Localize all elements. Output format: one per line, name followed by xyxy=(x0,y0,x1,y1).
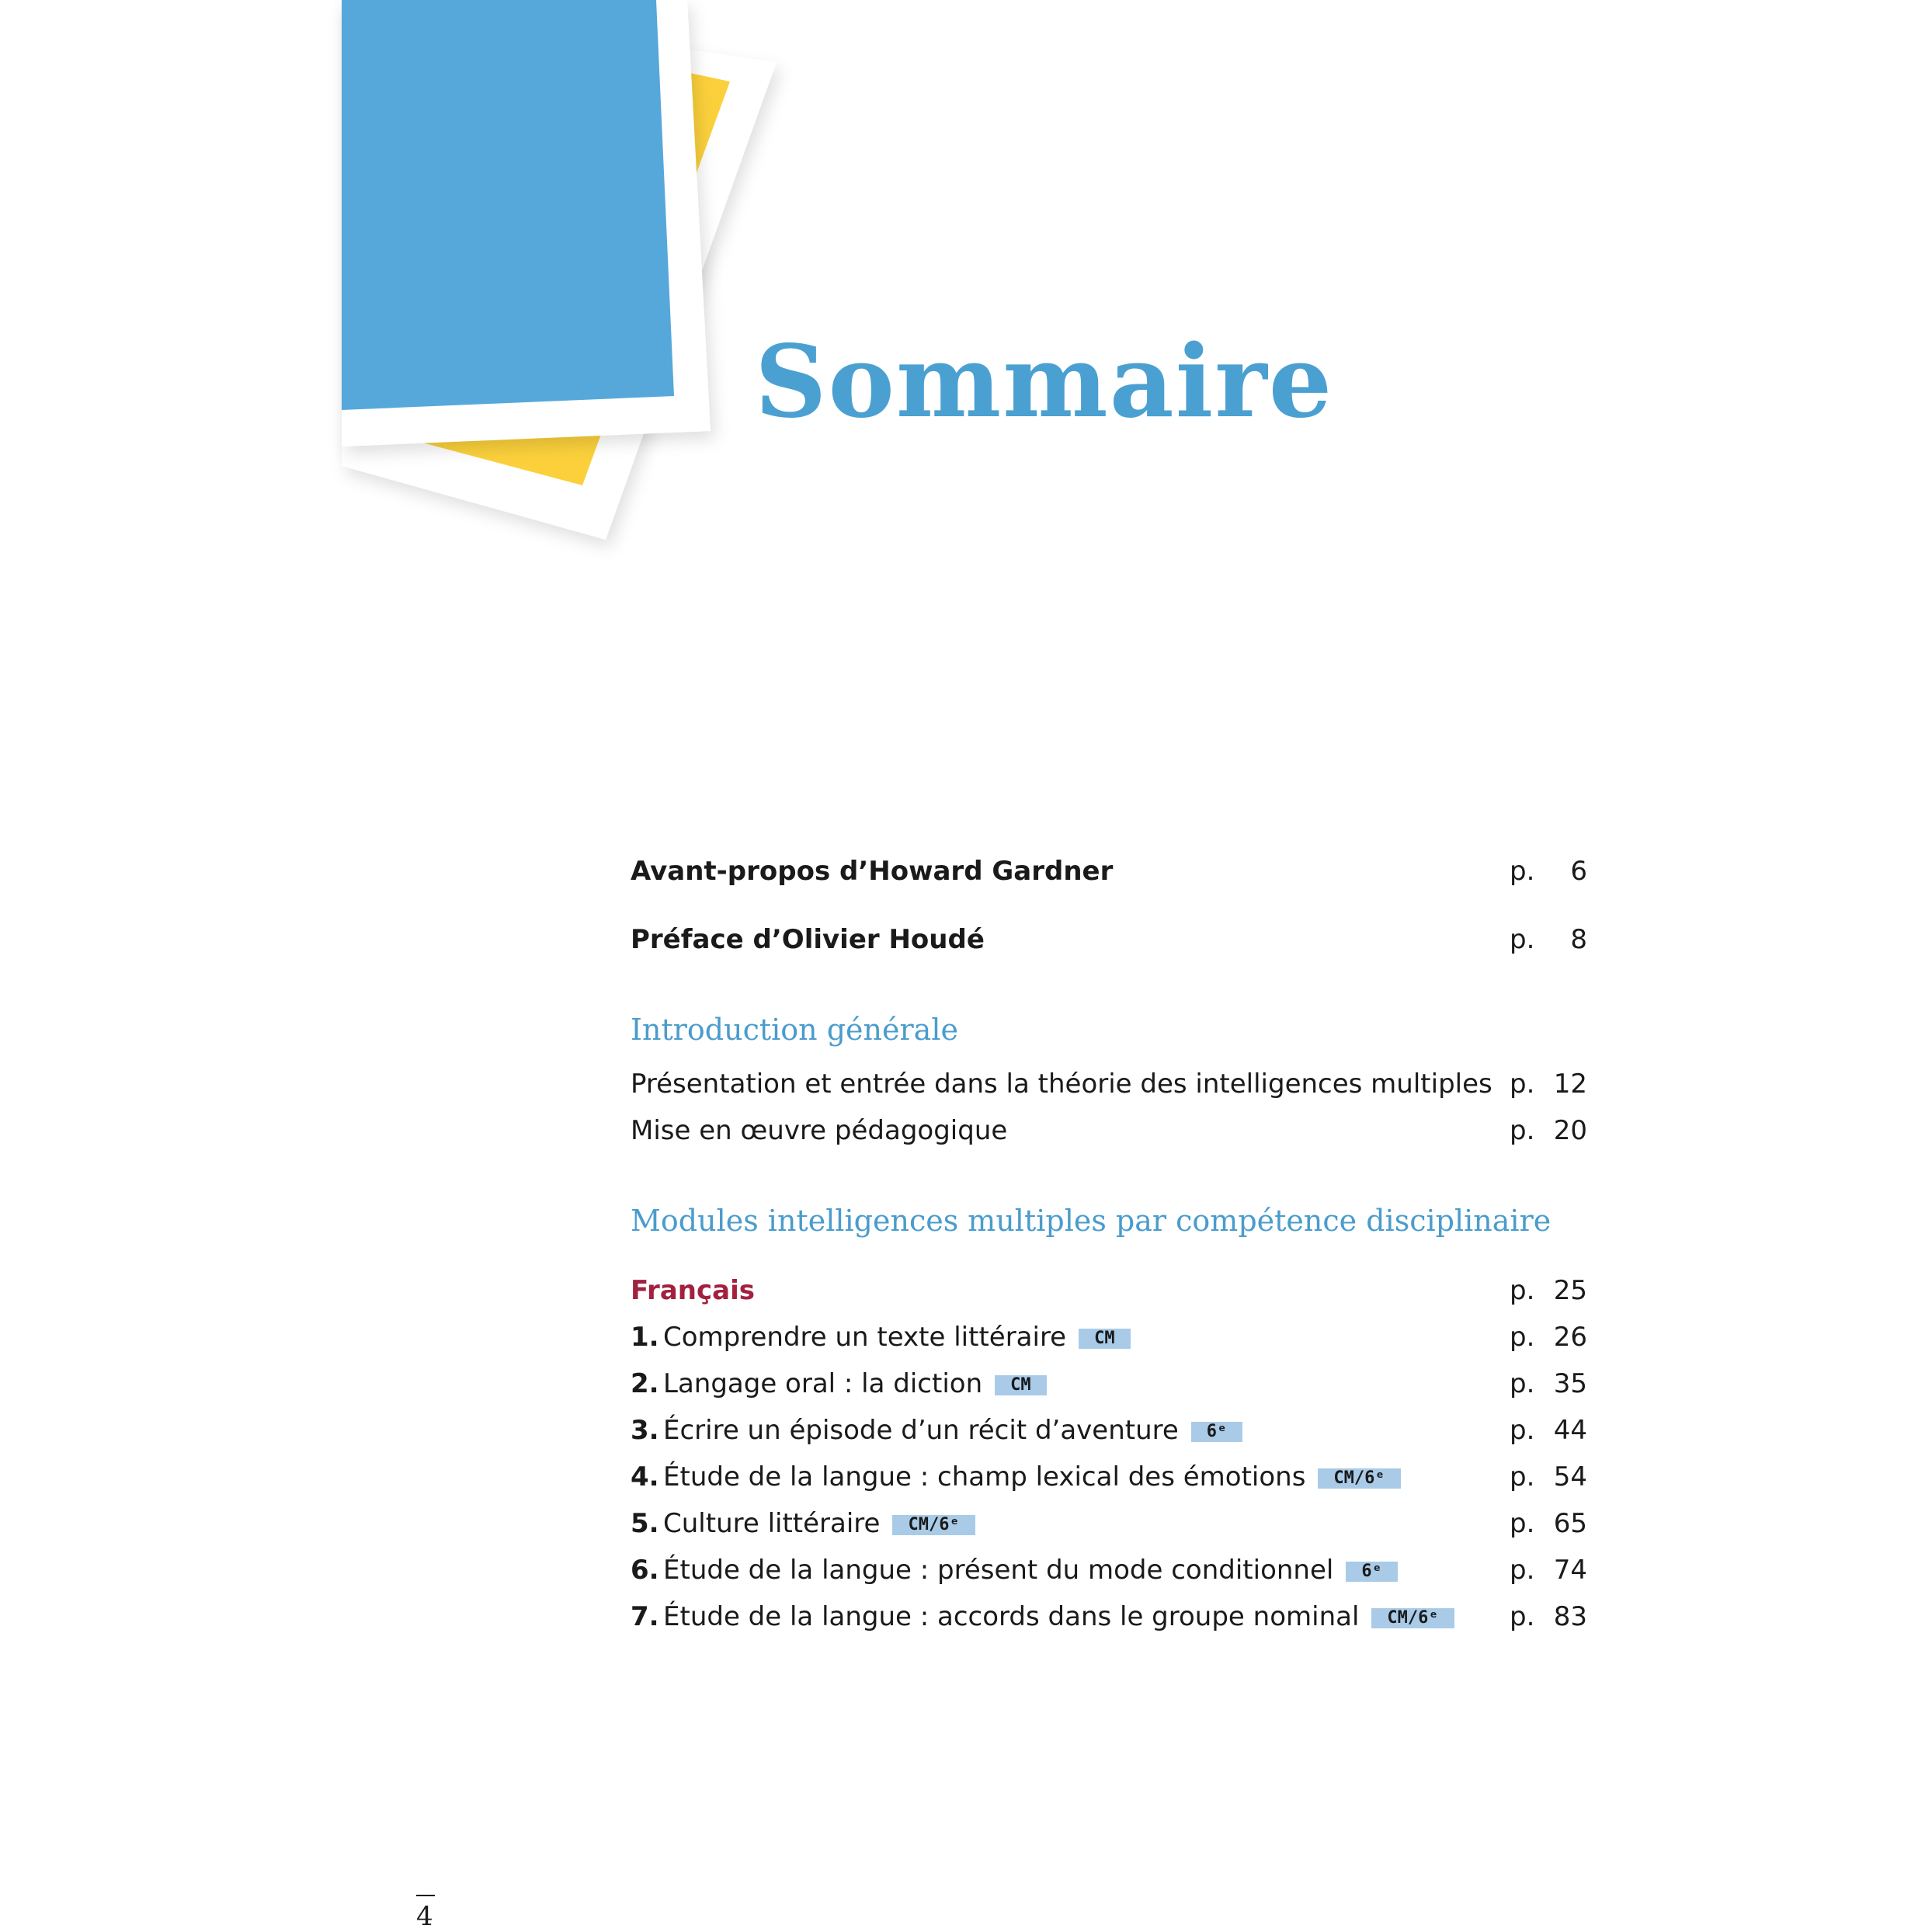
level-badge: CM/6ᵉ xyxy=(1371,1608,1454,1628)
toc-entry-label: Mise en œuvre pédagogique xyxy=(631,1115,1008,1146)
page-title: Sommaire xyxy=(755,324,1334,440)
toc-entry-page: p. 8 xyxy=(1510,924,1587,955)
module-number: 4. xyxy=(631,1461,659,1492)
module-label: Langage oral : la diction xyxy=(663,1368,983,1399)
toc-entry-preface[interactable] xyxy=(631,916,1587,963)
page-number-rule xyxy=(416,1895,435,1896)
page-number: 4 xyxy=(416,1901,433,1932)
subject-label: Français xyxy=(631,1275,755,1306)
toc-entry-avant-propos[interactable] xyxy=(631,848,1587,895)
module-number: 3. xyxy=(631,1415,659,1446)
toc-entry-page: p. 44 xyxy=(1510,1415,1587,1446)
module-number: 5. xyxy=(631,1508,659,1539)
toc-entry-page: p. 65 xyxy=(1510,1508,1587,1539)
toc-module-entry[interactable] xyxy=(631,1547,1587,1593)
toc-entry-page: p. 26 xyxy=(1510,1322,1587,1353)
toc-subject-francais[interactable] xyxy=(631,1267,1587,1314)
toc-entry-mise-en-oeuvre[interactable] xyxy=(631,1107,1587,1154)
toc-entry-label: Avant-propos d’Howard Gardner xyxy=(631,856,1114,887)
toc-module-entry[interactable] xyxy=(631,1500,1587,1547)
toc-entry-page: p. 20 xyxy=(1510,1115,1587,1146)
module-number: 1. xyxy=(631,1322,659,1353)
toc-entry-page: p. 6 xyxy=(1510,856,1587,887)
module-label: Étude de la langue : accords dans le groupe nominal xyxy=(663,1601,1360,1632)
module-label: Culture littéraire xyxy=(663,1508,881,1539)
module-label: Étude de la langue : champ lexical des émotions xyxy=(663,1461,1306,1492)
toc-entry-page: p. 54 xyxy=(1510,1461,1587,1492)
module-number: 2. xyxy=(631,1368,659,1399)
toc-module-entry[interactable] xyxy=(631,1454,1587,1500)
toc-module-entry[interactable] xyxy=(631,1314,1587,1360)
toc-entry-page: p. 74 xyxy=(1510,1555,1587,1586)
section-heading-modules: Modules intelligences multiples par compétence disciplinaire xyxy=(631,1204,1552,1238)
module-label: Comprendre un texte littéraire xyxy=(663,1322,1067,1353)
toc-entry-presentation[interactable] xyxy=(631,1061,1587,1107)
level-badge: CM xyxy=(995,1375,1047,1395)
decorative-stacked-cards xyxy=(0,0,854,590)
level-badge: 6ᵉ xyxy=(1191,1422,1243,1442)
toc-entry-page: p. 25 xyxy=(1510,1275,1587,1306)
toc-entry-label: Présentation et entrée dans la théorie des intelligences multiples xyxy=(631,1069,1492,1100)
level-badge: CM/6ᵉ xyxy=(892,1515,975,1535)
toc-entry-label: Préface d’Olivier Houdé xyxy=(631,924,985,955)
toc-module-entry[interactable] xyxy=(631,1593,1587,1640)
module-label: Étude de la langue : présent du mode conditionnel xyxy=(663,1555,1334,1586)
module-number: 7. xyxy=(631,1601,659,1632)
section-heading-introduction: Introduction générale xyxy=(631,1013,958,1047)
toc-module-entry[interactable] xyxy=(631,1360,1587,1407)
toc-entry-page: p. 83 xyxy=(1510,1601,1587,1632)
toc-entry-page: p. 35 xyxy=(1510,1368,1587,1399)
module-number: 6. xyxy=(631,1555,659,1586)
toc-module-entry[interactable] xyxy=(631,1407,1587,1454)
blue-card xyxy=(342,0,711,447)
level-badge: CM xyxy=(1079,1329,1131,1349)
module-label: Écrire un épisode d’un récit d’aventure xyxy=(663,1415,1179,1446)
level-badge: 6ᵉ xyxy=(1346,1562,1398,1582)
toc-entry-page: p. 12 xyxy=(1510,1069,1587,1100)
level-badge: CM/6ᵉ xyxy=(1318,1468,1400,1489)
